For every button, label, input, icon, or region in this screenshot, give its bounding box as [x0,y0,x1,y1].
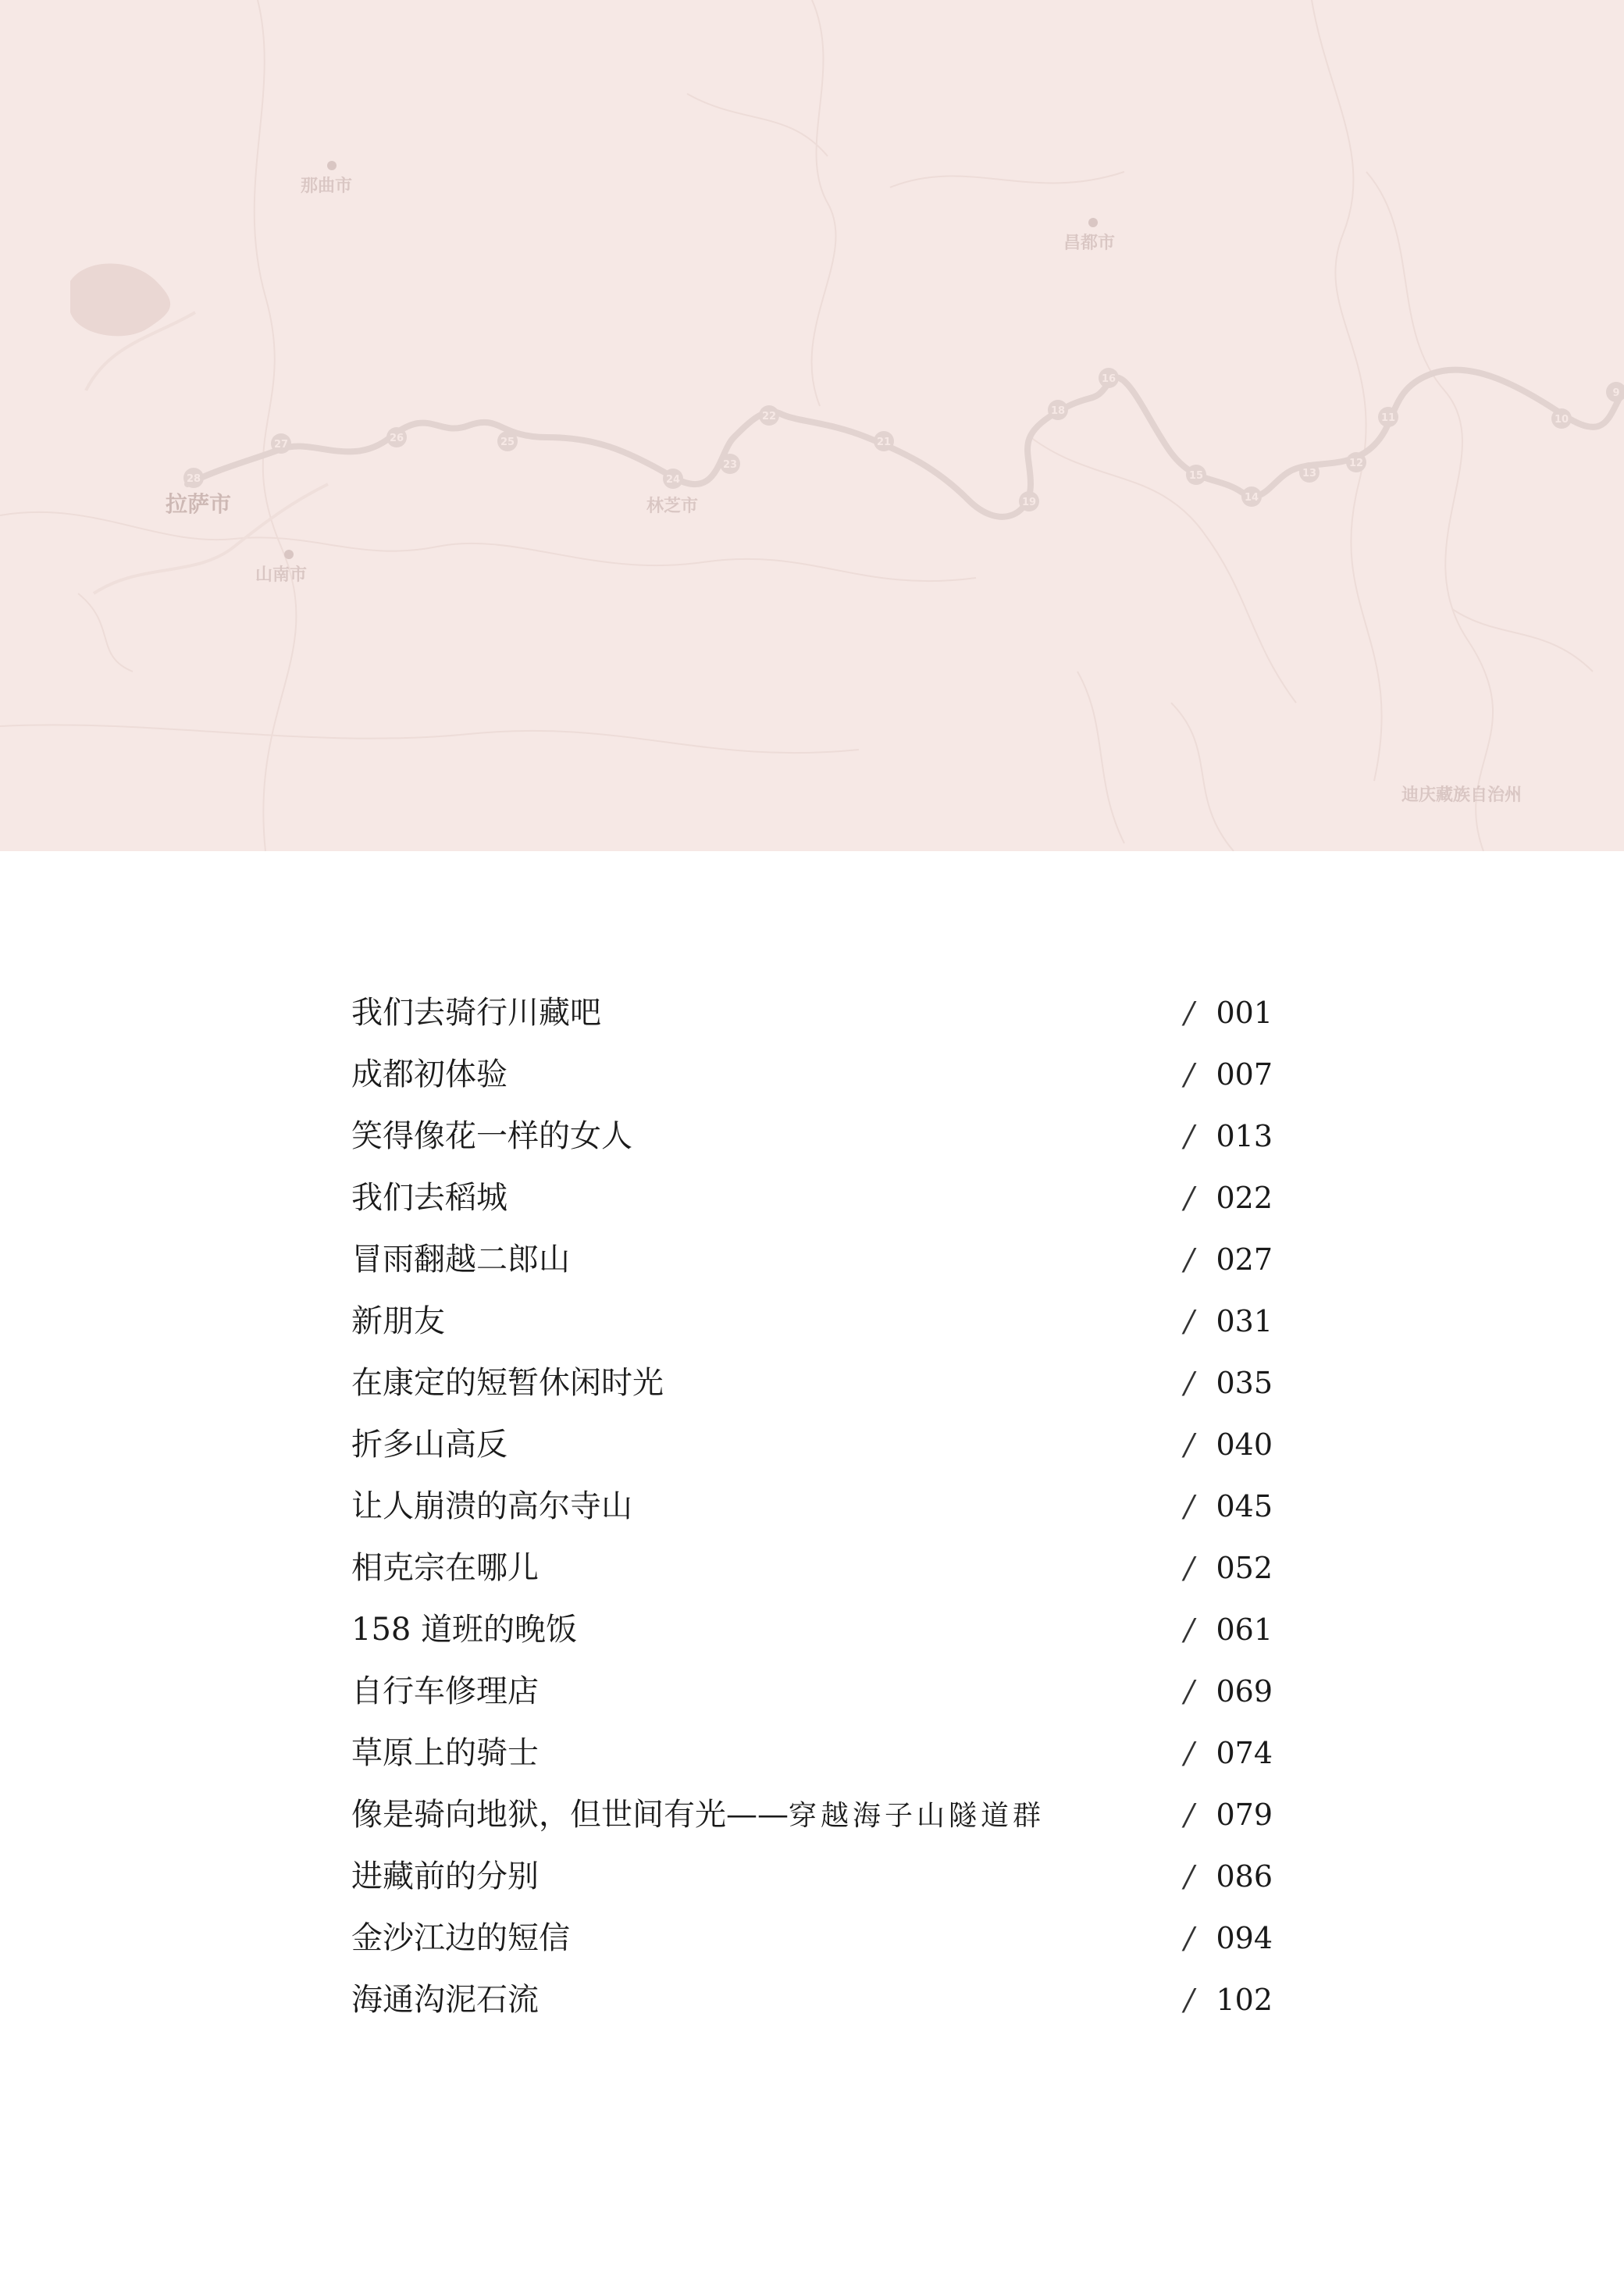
toc-entry[interactable] [351,1044,1273,1106]
route-marker: 15 [1188,470,1204,482]
city-label-lasa: 拉萨市 [166,491,232,517]
toc-entry[interactable] [351,1476,1273,1538]
city-label-linzhi: 林芝市 [646,497,699,516]
toc-entry-title: 像是骑向地狱，但世间有光——穿越海子山隧道群 [351,1796,1045,1833]
route-marker: 18 [1050,405,1066,417]
toc-entry-page: / 094 [1184,1921,1273,1955]
city-label-naqu: 那曲市 [301,176,353,196]
city-label-changdu: 昌都市 [1063,233,1116,253]
route-marker: 12 [1348,458,1364,469]
route-marker: 27 [273,439,289,451]
route-marker: 23 [722,459,738,471]
toc-entry-page: / 045 [1184,1489,1273,1523]
toc-entry[interactable] [351,1723,1273,1784]
route-marker: 19 [1021,497,1037,508]
route-marker: 9 [1612,387,1620,399]
toc-entry-page: / 086 [1184,1859,1273,1894]
route-marker: 16 [1101,373,1116,385]
table-of-contents [351,982,1273,2031]
toc-entry-title: 我们去骑行川藏吧 [351,995,601,1031]
route-marker: 26 [389,433,404,444]
toc-entry-page: / 013 [1184,1119,1273,1153]
toc-entry-title: 相克宗在哪儿 [351,1550,539,1586]
toc-entry[interactable] [351,1661,1273,1723]
toc-entry[interactable] [351,1291,1273,1352]
route-marker: 21 [876,437,892,448]
route-map [0,0,1624,851]
toc-entry[interactable] [351,982,1273,1044]
toc-entry-page: / 052 [1184,1551,1273,1585]
toc-entry[interactable] [351,1599,1273,1661]
toc-entry-title: 草原上的骑士 [351,1735,539,1771]
toc-entry-page: / 027 [1184,1242,1273,1277]
route-marker: 14 [1244,492,1259,504]
toc-entry[interactable] [351,1167,1273,1229]
toc-entry[interactable] [351,1846,1273,1908]
toc-entry[interactable] [351,1229,1273,1291]
toc-entry-page: / 074 [1184,1736,1273,1770]
toc-entry-title: 我们去稻城 [351,1180,508,1216]
toc-entry-title: 158 道班的晚饭 [351,1612,578,1648]
toc-entry-title: 笑得像花一样的女人 [351,1118,632,1154]
route-marker: 10 [1554,414,1569,426]
toc-entry-page: / 079 [1184,1798,1273,1832]
toc-entry-title: 自行车修理店 [351,1673,539,1709]
toc-entry-title: 在康定的短暂休闲时光 [351,1365,664,1401]
route-marker: 28 [186,473,201,485]
toc-entry[interactable] [351,1538,1273,1599]
route-marker: 24 [665,474,681,486]
toc-entry-title: 新朋友 [351,1303,445,1339]
toc-entry-page: / 040 [1184,1427,1273,1462]
toc-entry[interactable] [351,1784,1273,1846]
city-label-diqing: 迪庆藏族自治州 [1401,786,1522,805]
route-marker: 11 [1380,412,1396,424]
route-map-graphic [0,0,1624,851]
toc-entry-page: / 035 [1184,1366,1273,1400]
toc-entry-title: 海通沟泥石流 [351,1982,539,2018]
toc-entry[interactable] [351,1106,1273,1167]
toc-entry-title: 成都初体验 [351,1057,508,1092]
toc-entry-page: / 102 [1184,1983,1273,2017]
toc-entry-page: / 061 [1184,1613,1273,1647]
toc-entry-title: 冒雨翻越二郎山 [351,1242,570,1278]
toc-entry-title: 折多山高反 [351,1427,508,1463]
toc-entry-page: / 022 [1184,1181,1273,1215]
toc-entry[interactable] [351,1352,1273,1414]
toc-entry-title: 让人崩溃的高尔寺山 [351,1488,632,1524]
toc-entry-subtitle: 穿越海子山隧道群 [789,1799,1045,1832]
route-marker: 25 [500,437,515,448]
toc-entry[interactable] [351,1969,1273,2031]
toc-entry-title: 进藏前的分别 [351,1858,539,1894]
toc-entry-page: / 001 [1184,996,1273,1030]
route-marker: 13 [1302,468,1317,479]
toc-entry-title: 金沙江边的短信 [351,1920,570,1956]
toc-entry-page: / 007 [1184,1057,1273,1092]
route-marker: 22 [761,411,777,422]
toc-entry[interactable] [351,1908,1273,1969]
city-label-shannan: 山南市 [255,565,308,585]
toc-entry[interactable] [351,1414,1273,1476]
toc-entry-page: / 031 [1184,1304,1273,1338]
toc-entry-page: / 069 [1184,1674,1273,1709]
